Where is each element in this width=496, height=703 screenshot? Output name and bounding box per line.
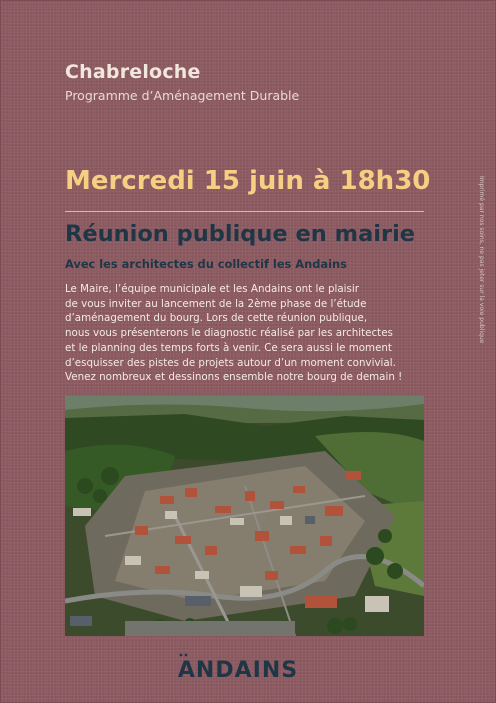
- aerial-village-photo: [65, 396, 424, 636]
- event-date: Mercredi 15 juin à 18h30: [65, 166, 431, 196]
- logo-dot: [185, 654, 188, 657]
- event-subtitle: Avec les architectes du collectif les Andains: [65, 257, 347, 271]
- event-title: Réunion publique en mairie: [65, 221, 416, 247]
- aerial-photo-illustration: [65, 396, 424, 636]
- andains-logo: [171, 651, 305, 685]
- invitation-line: Venez nombreux et dessinons ensemble notre bourg de demain !: [65, 371, 403, 384]
- divider-rule: [65, 211, 424, 212]
- programme-label: Programme d’Aménagement Durable: [65, 88, 300, 103]
- invitation-line: de vous inviter au lancement de la 2ème phase de l’étude: [65, 297, 367, 310]
- invitation-line: nous vous présenterons le diagnostic réalisé par les architectes: [65, 327, 393, 340]
- invitation-line: et le planning des temps forts à venir. Ce sera aussi le moment: [65, 341, 392, 354]
- logo-dot: [180, 654, 183, 657]
- invitation-line: Le Maire, l’équipe municipale et les Andains ont le plaisir: [65, 283, 359, 295]
- andains-logo-text: ANDAINS: [177, 658, 299, 683]
- invitation-text: [65, 282, 435, 385]
- print-notice: Imprimé par nos soins, ne pas jeter sur la voie publique: [478, 176, 485, 344]
- invitation-line: d’aménagement du bourg. Lors de cette réunion publique,: [65, 312, 368, 325]
- town-name: Chabreloche: [65, 61, 201, 83]
- invitation-line: d’esquisser des pistes de projets autour d’un moment convivial.: [65, 356, 396, 369]
